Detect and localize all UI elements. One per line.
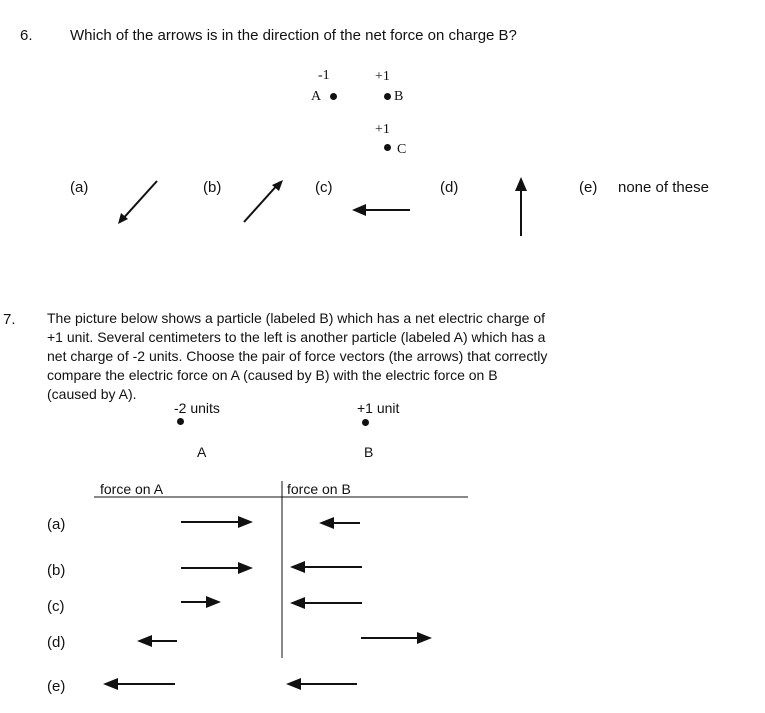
q6-option-c-label: (c) bbox=[315, 179, 333, 196]
q7-particle-b-label: B bbox=[364, 444, 374, 460]
q7-header-force-on-b: force on B bbox=[287, 481, 351, 497]
q7-d-force-on-a-head bbox=[137, 635, 152, 647]
q7-question-line: net charge of -2 units. Choose the pair of force vectors (the arrows) that correctly bbox=[47, 348, 548, 364]
q6-charge-b-value: +1 bbox=[375, 69, 390, 84]
q6-arrow-left-head bbox=[352, 204, 366, 216]
q6-number: 6. bbox=[20, 27, 33, 44]
q6-option-b-label: (b) bbox=[203, 179, 222, 196]
q7-particle-b-charge: +1 unit bbox=[357, 400, 400, 416]
q7-question-line: +1 unit. Several centimeters to the left is another particle (labeled A) which has a bbox=[47, 329, 546, 345]
q7-b-force-on-a-head bbox=[238, 562, 253, 574]
q7-a-force-on-a-head bbox=[238, 516, 253, 528]
q6-charge-a-label: A bbox=[311, 89, 322, 104]
q7-header-force-on-a: force on A bbox=[100, 481, 164, 497]
q7-question-line: compare the electric force on A (caused by B) with the electric force on B bbox=[47, 367, 498, 383]
q7-a-force-on-b-head bbox=[319, 517, 334, 529]
q7-particle-a-label: A bbox=[197, 444, 207, 460]
q7-number: 7. bbox=[3, 311, 16, 328]
q7-e-force-on-a-head bbox=[103, 678, 118, 690]
q7-e-force-on-b-head bbox=[286, 678, 301, 690]
q7-c-force-on-a-head bbox=[206, 596, 221, 608]
q7-option-b-label: (b) bbox=[47, 562, 66, 579]
q7-particle-a-charge: -2 units bbox=[174, 400, 220, 416]
q7-b-force-on-b-head bbox=[290, 561, 305, 573]
q6-arrow-up-head bbox=[515, 177, 527, 191]
q6-option-e-label: (e) bbox=[579, 179, 598, 196]
q7-question-line: (caused by A). bbox=[47, 386, 137, 402]
q6-question: Which of the arrows is in the direction of the net force on charge B? bbox=[70, 27, 517, 44]
q7-question-line: The picture below shows a particle (labeled B) which has a net electric charge of bbox=[47, 310, 546, 326]
q7-option-e-label: (e) bbox=[47, 678, 66, 695]
q6-option-d-label: (d) bbox=[440, 179, 459, 196]
q6-arrow-up-right bbox=[244, 182, 280, 222]
q6-option-e-text: none of these bbox=[618, 179, 709, 196]
q6-charge-a-value: -1 bbox=[318, 68, 330, 83]
q7-option-d-label: (d) bbox=[47, 634, 66, 651]
q7-option-a-label: (a) bbox=[47, 516, 66, 533]
q6-charge-b-label: B bbox=[394, 89, 404, 104]
q6-charge-c-label: C bbox=[397, 142, 407, 157]
q7-option-c-label: (c) bbox=[47, 598, 65, 615]
q7-d-force-on-b-head bbox=[417, 632, 432, 644]
q7-c-force-on-b-head bbox=[290, 597, 305, 609]
q6-option-a-label: (a) bbox=[70, 179, 89, 196]
q6-arrow-down-left bbox=[120, 181, 157, 222]
q6-charge-c-value: +1 bbox=[375, 122, 390, 137]
